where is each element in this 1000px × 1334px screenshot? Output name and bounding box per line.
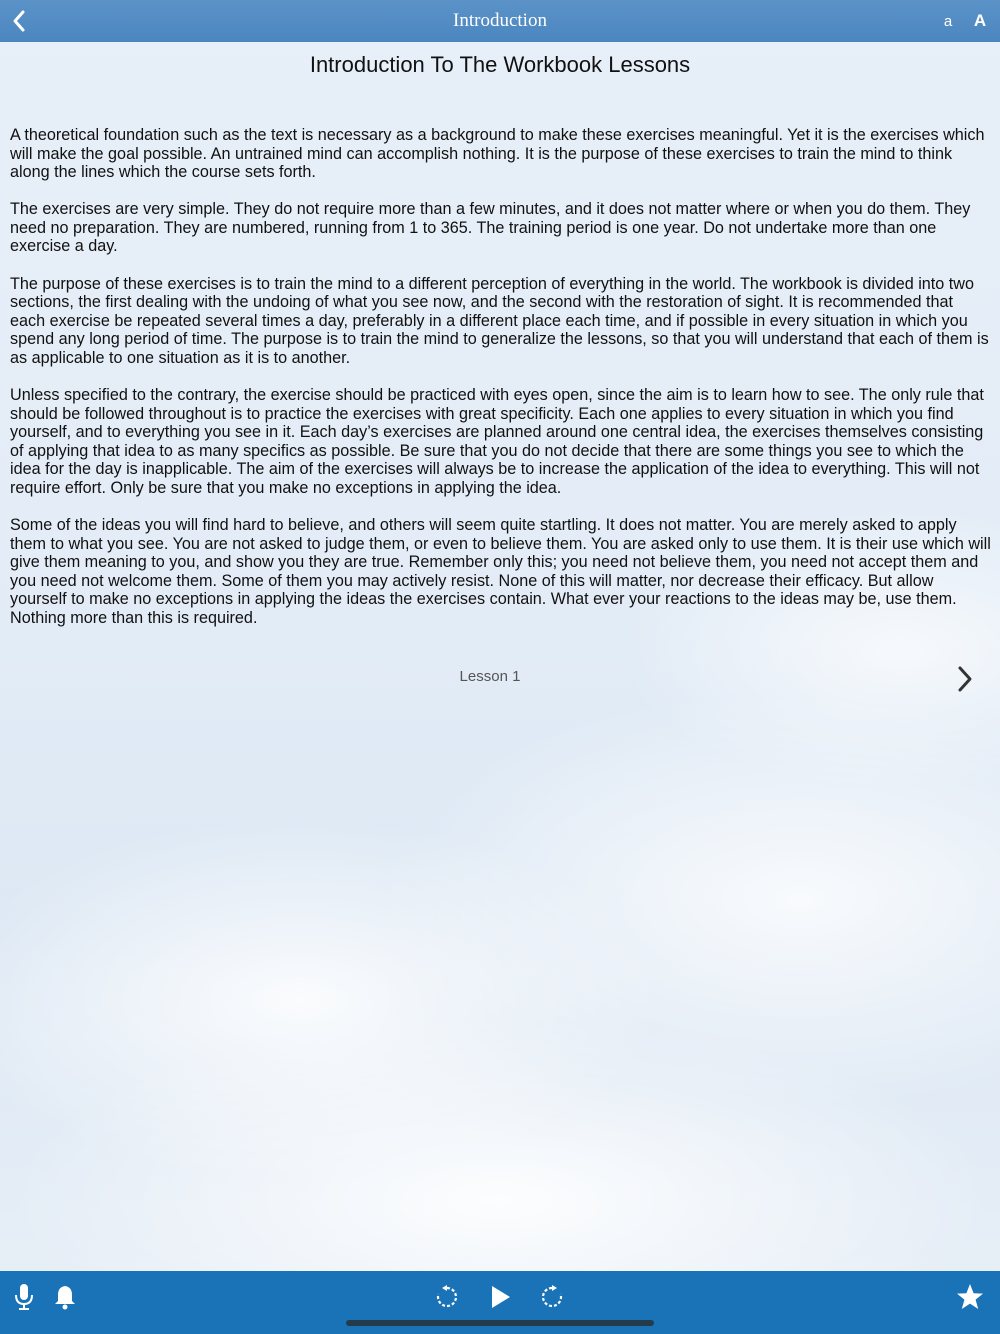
notifications-button[interactable] xyxy=(47,1279,83,1315)
home-indicator[interactable] xyxy=(346,1320,654,1326)
section-heading: Introduction To The Workbook Lessons xyxy=(309,52,691,77)
forward-button[interactable] xyxy=(534,1279,570,1315)
paragraph: A theoretical foundation such as the text is necessary as a background to make these exercises meaningful. Yet it is the exercises which will make the goal possible. An untrained mind can accomplish nothing. It is the purpose of these exercises to train the mind to think along the lines which the course sets forth. xyxy=(10,126,985,182)
lesson-body xyxy=(10,126,992,646)
play-button[interactable] xyxy=(482,1279,518,1315)
replay-button[interactable] xyxy=(429,1279,465,1315)
paragraph: Unless specified to the contrary, the exercise should be practiced with eyes open, since the aim is to learn how to see. The only rule that should be followed throughout is to practice the exercises with great specificity. Each one applies to every situation in which you find yourself, and to everything you see in it. Each day’s exercises are planned around one central idea, the exercises themselves consisting of applying that idea to as many specifics as possible. Be sure that you do not decide that there are some things you see to which the idea for the day is inapplicable. The aim of the exercises will always be to increase the application of the idea to everything. This will not require effort. Only be sure that you make no exceptions in applying the idea. xyxy=(10,386,984,497)
replay-icon xyxy=(434,1284,460,1310)
microphone-icon xyxy=(13,1282,35,1312)
next-lesson-button[interactable] xyxy=(950,662,980,696)
paragraph: The exercises are very simple. They do not require more than a few minutes, and it does not matter where or when you do them. They need no preparation. They are numbered, running from 1 to 365. The training period is one year. Do not undertake more than one exercise a day. xyxy=(10,200,971,256)
play-icon xyxy=(488,1284,512,1310)
page-title: Introduction xyxy=(453,10,547,31)
navigation-bar xyxy=(0,0,1000,42)
star-icon xyxy=(956,1283,984,1311)
paragraph: Some of the ideas you will find hard to believe, and others will seem quite startling. It does not matter. You are merely asked to apply them to what you see. You are not asked to judge them, or even to believe them. You are asked only to use them. It is their use which will give them meaning to you, and show you they are true. Remember only this; you need not believe them, you need not accept them and you need not welcome them. Some of them you may actively resist. None of this will matter, nor decrease their efficacy. But allow yourself to make no exceptions in applying the ideas the exercises contain. What ever your reactions to the ideas may be, use them. Nothing more than this is required. xyxy=(10,516,991,628)
chevron-left-icon xyxy=(10,9,28,33)
paragraph: The purpose of these exercises is to train the mind to a different perception of everything in the world. The workbook is divided into two sections, the first dealing with the undoing of what you see now, and the second with the restoration of sight. It is recommended that each exercise be repeated several times a day, preferably in a different place each time, and if possible in every situation in which you spend any long period of time. The purpose is to train the mind to generalize the lessons, so that you will understand that each of them is as applicable to one situation as it is to another. xyxy=(10,274,989,367)
favorite-button[interactable] xyxy=(952,1279,988,1315)
next-lesson-link[interactable]: Lesson 1 xyxy=(459,668,521,685)
chevron-right-icon xyxy=(955,664,975,694)
decrease-font-button[interactable]: a xyxy=(943,13,953,30)
bell-icon xyxy=(53,1284,77,1310)
back-button[interactable] xyxy=(4,6,34,36)
microphone-button[interactable] xyxy=(6,1279,42,1315)
increase-font-button[interactable]: A xyxy=(973,11,987,30)
forward-icon xyxy=(539,1284,565,1310)
